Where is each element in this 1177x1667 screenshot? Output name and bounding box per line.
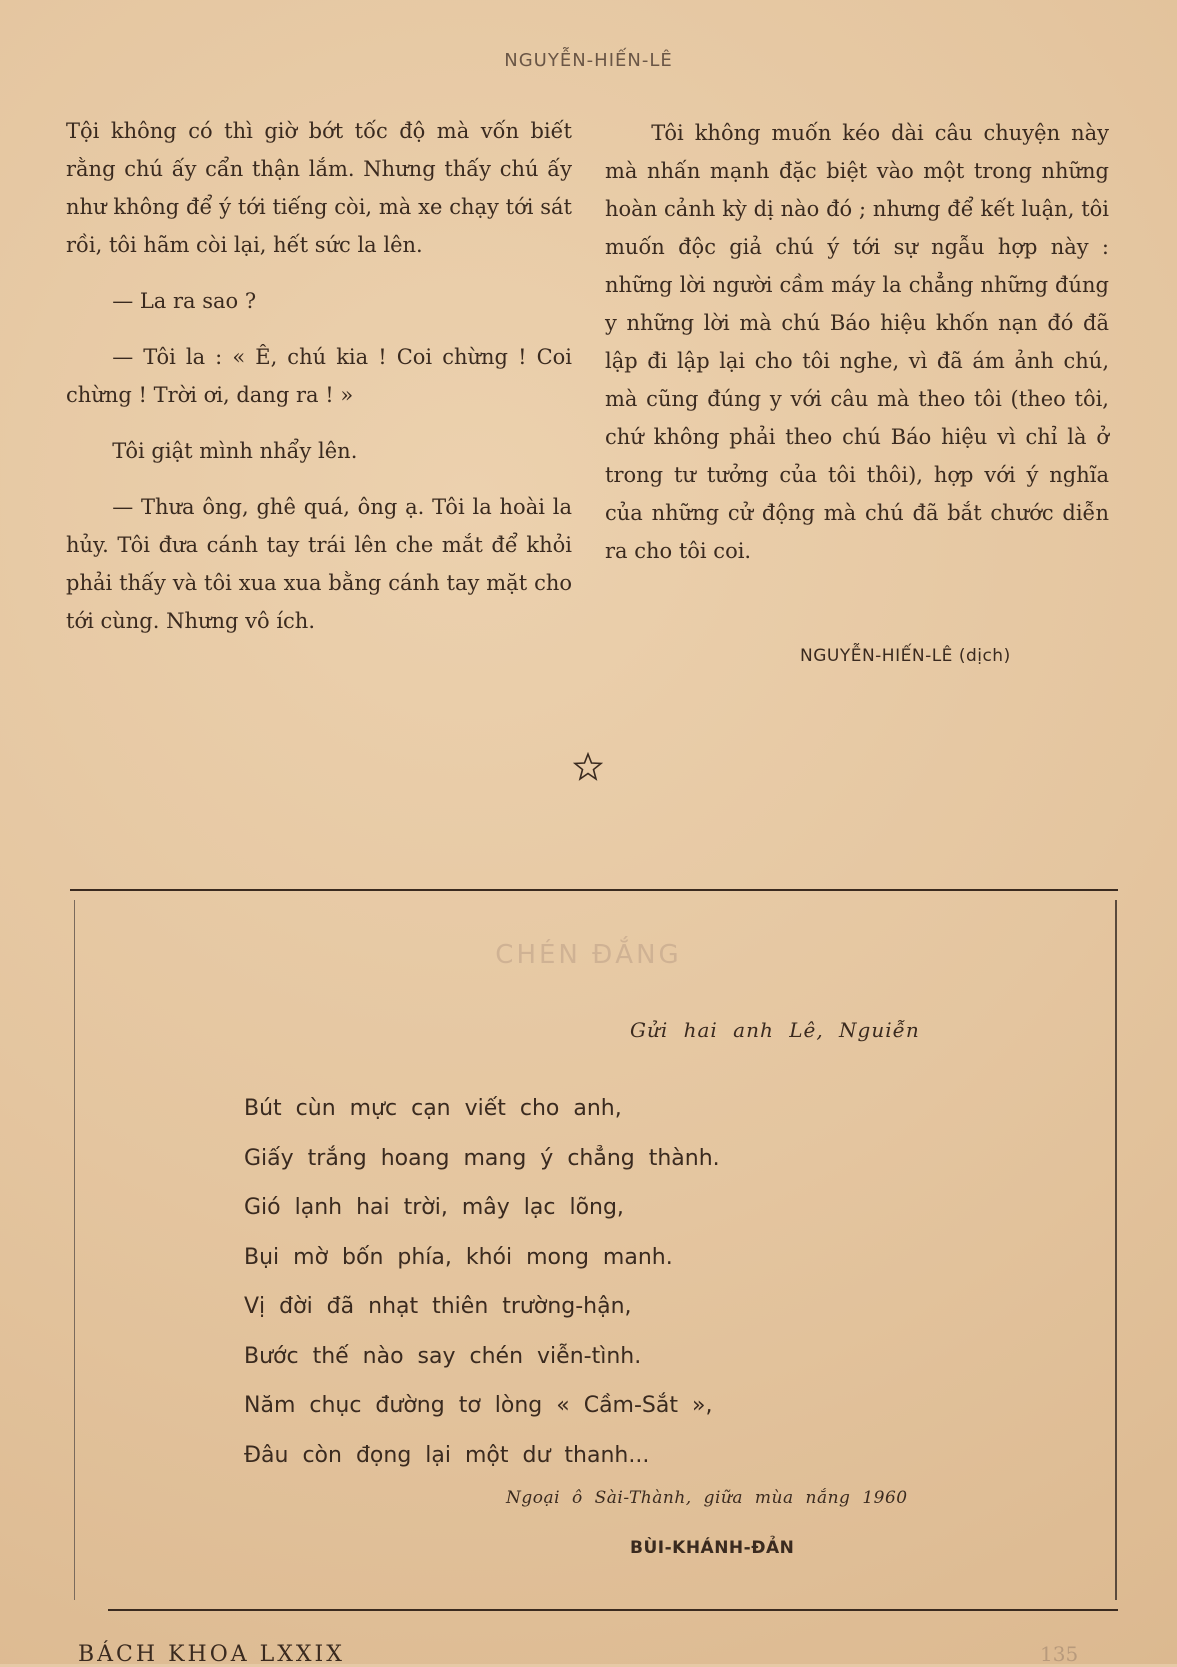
- poem-line: Bước thế nào say chén viễn-tình.: [244, 1343, 642, 1369]
- running-head: NGUYỄN-HIẾN-LÊ: [504, 50, 673, 71]
- poem-line: Bụi mờ bốn phía, khói mong manh.: [244, 1244, 673, 1270]
- article-left-column: [66, 112, 572, 640]
- article-paragraph: — Thưa ông, ghê quá, ông ạ. Tôi la hoài la hủy. Tôi đưa cánh tay trái lên che mắt để khỏi phải thấy và tôi xua xua bằng cánh tay mặt cho tới cùng. Nhưng vô ích.: [66, 495, 572, 633]
- article-paragraph: — La ra sao ?: [112, 289, 257, 313]
- article-paragraph: Tôi giật mình nhẩy lên.: [112, 439, 358, 463]
- poem-body: [244, 1084, 944, 1480]
- poem-box-bottom-rule: [108, 1609, 1118, 1611]
- footer-publication: BÁCH KHOA LXXIX: [78, 1642, 345, 1667]
- poem-dateline: Ngoại ô Sài-Thành, giữa mùa nắng 1960: [506, 1488, 908, 1508]
- poem-dedication: Gửi hai anh Lê, Nguiễn: [630, 1018, 920, 1042]
- article-right-column: [605, 114, 1109, 570]
- article-signature: NGUYỄN-HIẾN-LÊ (dịch): [800, 646, 1011, 666]
- poem-box-right-border: [1115, 900, 1117, 1600]
- poem-title: CHÉN ĐẮNG: [495, 940, 682, 970]
- article-paragraph: Tôi không muốn kéo dài câu chuyện này mà nhấn mạnh đặc biệt vào một trong những hoàn cảnh kỳ dị nào đó ; nhưng để kết luận, tôi muốn độc giả chú ý tới sự ngẫu hợp này : những lời người cầm máy la chẳng những đúng y những lời mà chú Báo hiệu khốn nạn đó đã lập đi lập lại cho tôi nghe, vì đã ám ảnh chú, mà cũng đúng y với câu mà theo tôi (theo tôi, chứ không phải theo chú Báo hiệu vì chỉ là ở trong tư tưởng của tôi thôi), hợp với ý nghĩa của những cử động mà chú đã bắt chước diễn ra cho tôi coi.: [605, 121, 1109, 563]
- poem-line: Đâu còn đọng lại một dư thanh...: [244, 1442, 650, 1468]
- article-paragraph: Tội không có thì giờ bớt tốc độ mà vốn biết rằng chú ấy cẩn thận lắm. Nhưng thấy chú ấy như không để ý tới tiếng còi, mà xe chạy tới sát rồi, tôi hãm còi lại, hết sức la lên.: [66, 119, 572, 257]
- article-paragraph: — Tôi la : « Ê, chú kia ! Coi chừng ! Coi chừng ! Trời ơi, dang ra ! »: [66, 345, 572, 407]
- poem-box-top-rule: [70, 889, 1118, 891]
- poem-author: BÙI-KHÁNH-ĐẢN: [630, 1538, 795, 1558]
- poem-line: Bút cùn mực cạn viết cho anh,: [244, 1096, 622, 1121]
- star-outline-icon: [573, 752, 603, 782]
- poem-line: Năm chục đường tơ lòng « Cầm-Sắt »,: [244, 1393, 713, 1418]
- poem-box-left-border: [74, 900, 75, 1600]
- footer-page-number: 135: [1040, 1642, 1079, 1666]
- poem-line: Giấy trắng hoang mang ý chẳng thành.: [244, 1145, 720, 1171]
- poem-line: Gió lạnh hai trời, mây lạc lõng,: [244, 1195, 624, 1220]
- poem-line: Vị đời đã nhạt thiên trường-hận,: [244, 1294, 632, 1319]
